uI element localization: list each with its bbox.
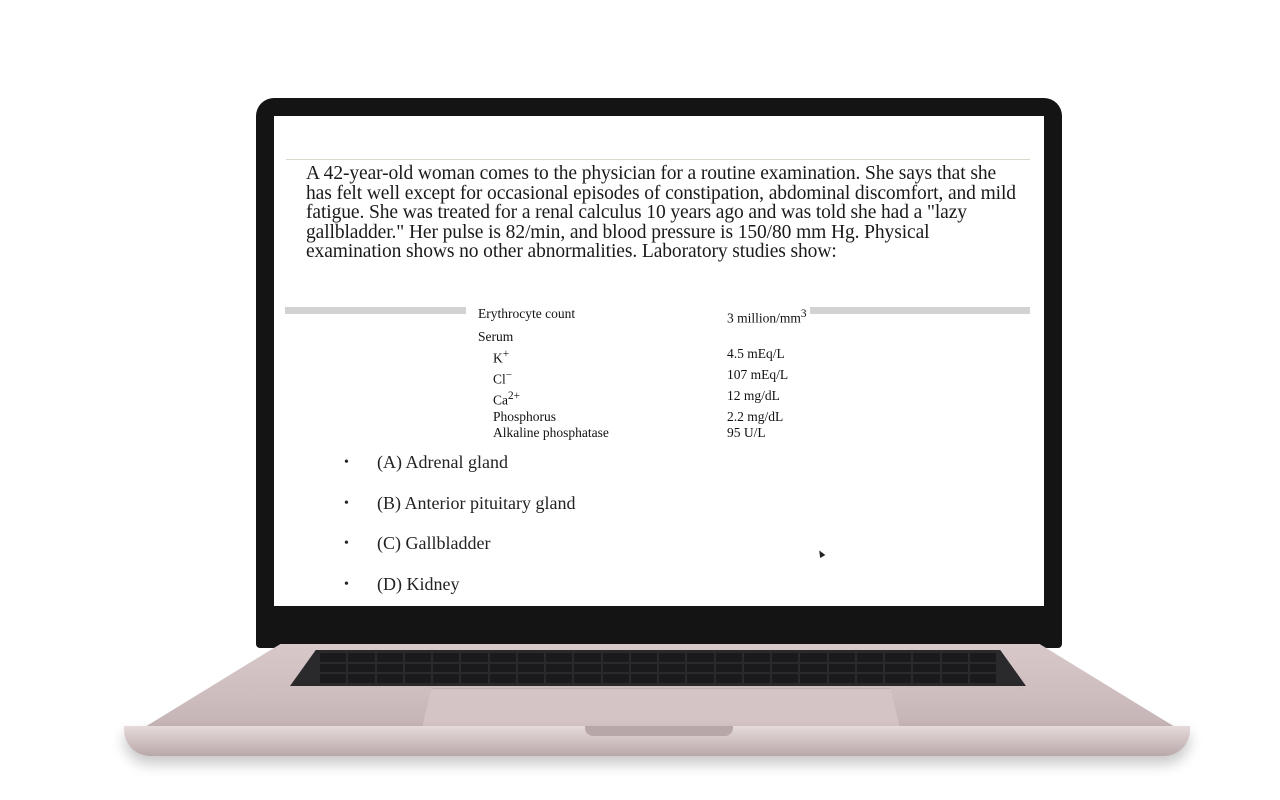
- lab-value: 3 million/$mm^3$: [727, 308, 807, 326]
- key: [659, 674, 685, 683]
- key: [913, 674, 939, 683]
- key: [546, 664, 572, 673]
- answer-option-label: (D) Kidney: [377, 573, 460, 594]
- key: [829, 664, 855, 673]
- key: [546, 674, 572, 683]
- key: [659, 653, 685, 662]
- key: [461, 664, 487, 673]
- key: [518, 674, 544, 683]
- key: [716, 664, 742, 673]
- key: [546, 653, 572, 662]
- lab-row-erythrocyte: [478, 306, 807, 329]
- key: [433, 664, 459, 673]
- key: [405, 664, 431, 673]
- lab-row-calcium: [478, 388, 807, 409]
- lab-label: K+: [493, 347, 510, 365]
- lab-value: 2.2 mg/dL: [727, 408, 784, 424]
- key: [574, 664, 600, 673]
- key: [377, 664, 403, 673]
- key: [913, 664, 939, 673]
- key: [772, 674, 798, 683]
- key: [405, 653, 431, 662]
- lab-row-alkaline-phosphatase: [478, 425, 807, 442]
- key: [320, 653, 346, 662]
- key: [574, 653, 600, 662]
- key: [348, 664, 374, 673]
- key: [631, 674, 657, 683]
- key: [631, 653, 657, 662]
- lab-label: Alkaline phosphatase: [493, 425, 609, 440]
- key: [885, 664, 911, 673]
- bullet-icon: •: [344, 576, 349, 592]
- key: [744, 674, 770, 683]
- key: [970, 653, 996, 662]
- key: [857, 674, 883, 683]
- key: [687, 664, 713, 673]
- lab-row-potassium: [478, 346, 807, 367]
- lab-value: 4.5 mEq/L: [727, 345, 785, 361]
- key: [857, 664, 883, 673]
- key: [320, 674, 346, 683]
- key: [377, 674, 403, 683]
- bullet-icon: •: [344, 495, 349, 511]
- trackpad: [422, 688, 900, 728]
- key: [574, 674, 600, 683]
- answer-option-d[interactable]: [344, 574, 575, 607]
- bullet-icon: •: [344, 455, 349, 470]
- answer-option-c[interactable]: [344, 533, 575, 574]
- key: [970, 674, 996, 683]
- lab-row-phosphorus: [478, 409, 807, 426]
- lab-row-serum: [478, 329, 807, 346]
- key: [800, 664, 826, 673]
- key: [772, 653, 798, 662]
- key: [518, 664, 544, 673]
- key: [942, 653, 968, 662]
- keyboard: [290, 650, 1026, 686]
- lab-value: 12 mg/dL: [727, 387, 780, 403]
- key: [433, 653, 459, 662]
- key: [942, 674, 968, 683]
- key: [744, 664, 770, 673]
- bullet-icon: •: [344, 536, 349, 551]
- key: [800, 653, 826, 662]
- key: [631, 664, 657, 673]
- table-band-right: [810, 307, 1030, 314]
- mouse-cursor-icon: [817, 549, 826, 558]
- key: [772, 664, 798, 673]
- key: [461, 653, 487, 662]
- answer-options: [344, 452, 575, 606]
- lab-label: Phosphorus: [493, 408, 557, 424]
- key: [716, 653, 742, 662]
- key: [687, 653, 713, 662]
- key: [405, 674, 431, 683]
- key: [829, 653, 855, 662]
- key: [518, 653, 544, 662]
- table-band-left: [285, 307, 466, 314]
- lab-label: $Ca^{2+}$: [493, 389, 520, 407]
- key: [942, 664, 968, 673]
- answer-option-label: (A) Adrenal gland: [377, 452, 508, 472]
- lab-label: Erythrocyte count: [478, 306, 576, 321]
- key: [970, 664, 996, 673]
- key: [800, 674, 826, 683]
- laptop-screen: [274, 116, 1044, 606]
- answer-option-b[interactable]: [344, 493, 575, 534]
- key: [885, 674, 911, 683]
- key: [659, 664, 685, 673]
- lab-value: [727, 329, 807, 346]
- answer-option-label: (B) Anterior pituitary gland: [377, 492, 576, 513]
- key: [603, 653, 629, 662]
- answer-option-a[interactable]: [344, 452, 575, 493]
- key: [744, 653, 770, 662]
- key: [490, 664, 516, 673]
- key: [913, 653, 939, 662]
- lab-values-table: [478, 306, 807, 442]
- key: [603, 664, 629, 673]
- key: [490, 653, 516, 662]
- key: [461, 674, 487, 683]
- key: [687, 674, 713, 683]
- key: [320, 664, 346, 673]
- lab-label: Serum: [478, 329, 514, 344]
- key: [490, 674, 516, 683]
- key: [716, 674, 742, 683]
- key: [433, 674, 459, 683]
- key: [885, 653, 911, 662]
- key: [377, 653, 403, 662]
- question-stem: A 42-year-old woman comes to the physician for a routine examination. She says that she has felt well except for occasional episodes of constipation, abdominal discomfort, and mild fatigue. She was treated for a renal calculus 10 years ago and was told she had a "lazy gallbladder." Her pulse is 82/min, and blood pressure is 150/80 mm Hg. Physical examination shows no other abnormalities. Laboratory studies show:: [306, 163, 1016, 262]
- lid-notch: [585, 726, 733, 736]
- lab-value: 95 U/L: [727, 425, 766, 440]
- key: [348, 653, 374, 662]
- key: [603, 674, 629, 683]
- lab-row-chloride: [478, 367, 807, 388]
- key: [857, 653, 883, 662]
- key: [348, 674, 374, 683]
- key: [829, 674, 855, 683]
- lab-value: 107 mEq/L: [727, 366, 789, 382]
- lab-label: Cl−: [493, 368, 513, 386]
- answer-option-label: (C) Gallbladder: [377, 533, 491, 553]
- top-divider: [286, 159, 1030, 160]
